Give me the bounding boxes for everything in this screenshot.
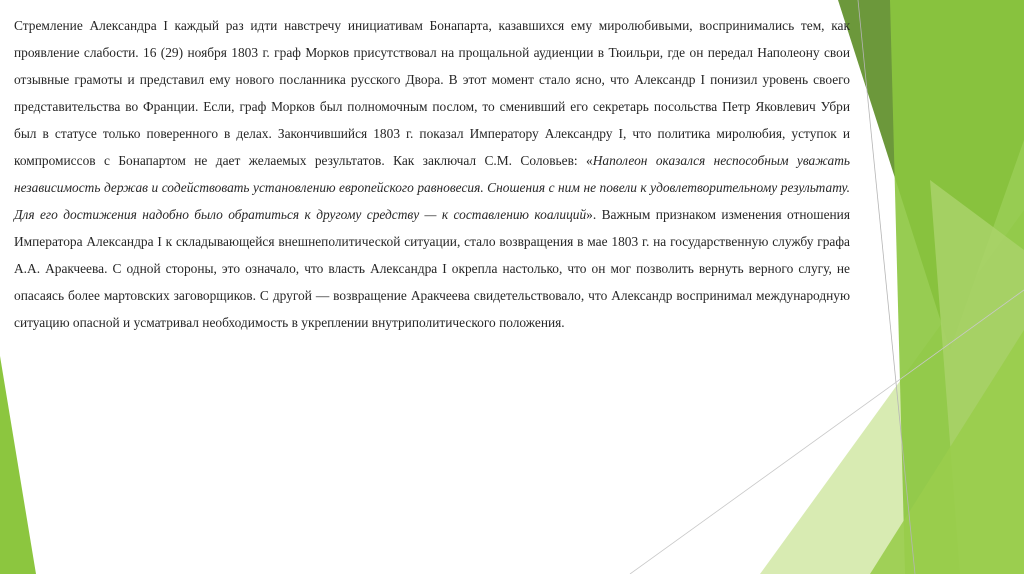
left-green-triangle: [0, 356, 36, 574]
text-after-quote: ». Важным признаком изменения отношения Императора Александра I к складывающейся внешнеполитической ситуации, стало возвращения в мае 1803 г. на государственную службу графа А.А. Аракчеева. С одной стороны, это означало, что власть Александра I окрепла настолько, что он мог позволить вернуть верного слугу, не опасаясь более мартовских заговорщиков. С другой — возвращение Аракчеева свидетельствовало, что Александр воспринимал международную ситуацию опасной и усматривал необходимость в укреплении внутриполитического положения.: [14, 207, 851, 330]
text-before-quote: Стремление Александра I каждый раз идти навстречу инициативам Бонапарта, казавшихся ему миролюбивыми, воспринимались тем, как проявление слабости. 16 (29) ноября 1803 г. граф Морков присутствовал на прощальной аудиенции в Тюильри, где он передал Наполеону свои отзывные грамоты и представил ему нового посланника русского Двора. В этот момент стало ясно, что Александр I понизил уровень своего представительства во Франции. Если, граф Морков был полномочным послом, то сменивший его секретарь посольства Петр Яковлевич Убри был в статусе только поверенного в делах. Закончившийся 1803 г. показал Императору Александру I, что политика миролюбия, уступок и компромиссов с Бонапартом не дает желаемых результатов. Как заключал С.М. Соловьев: «: [14, 18, 850, 168]
body-paragraph: [14, 12, 850, 336]
solovyov-quote: Наполеон оказался неспособным уважать независимость держав и содействовать установлению европейского равновесия. Сношения с ним не повели к удовлетворительному результату. Для его достижения надобно было обратиться к другому средству — к составлению коалиций: [14, 153, 850, 222]
slide-body-text: [14, 12, 850, 336]
